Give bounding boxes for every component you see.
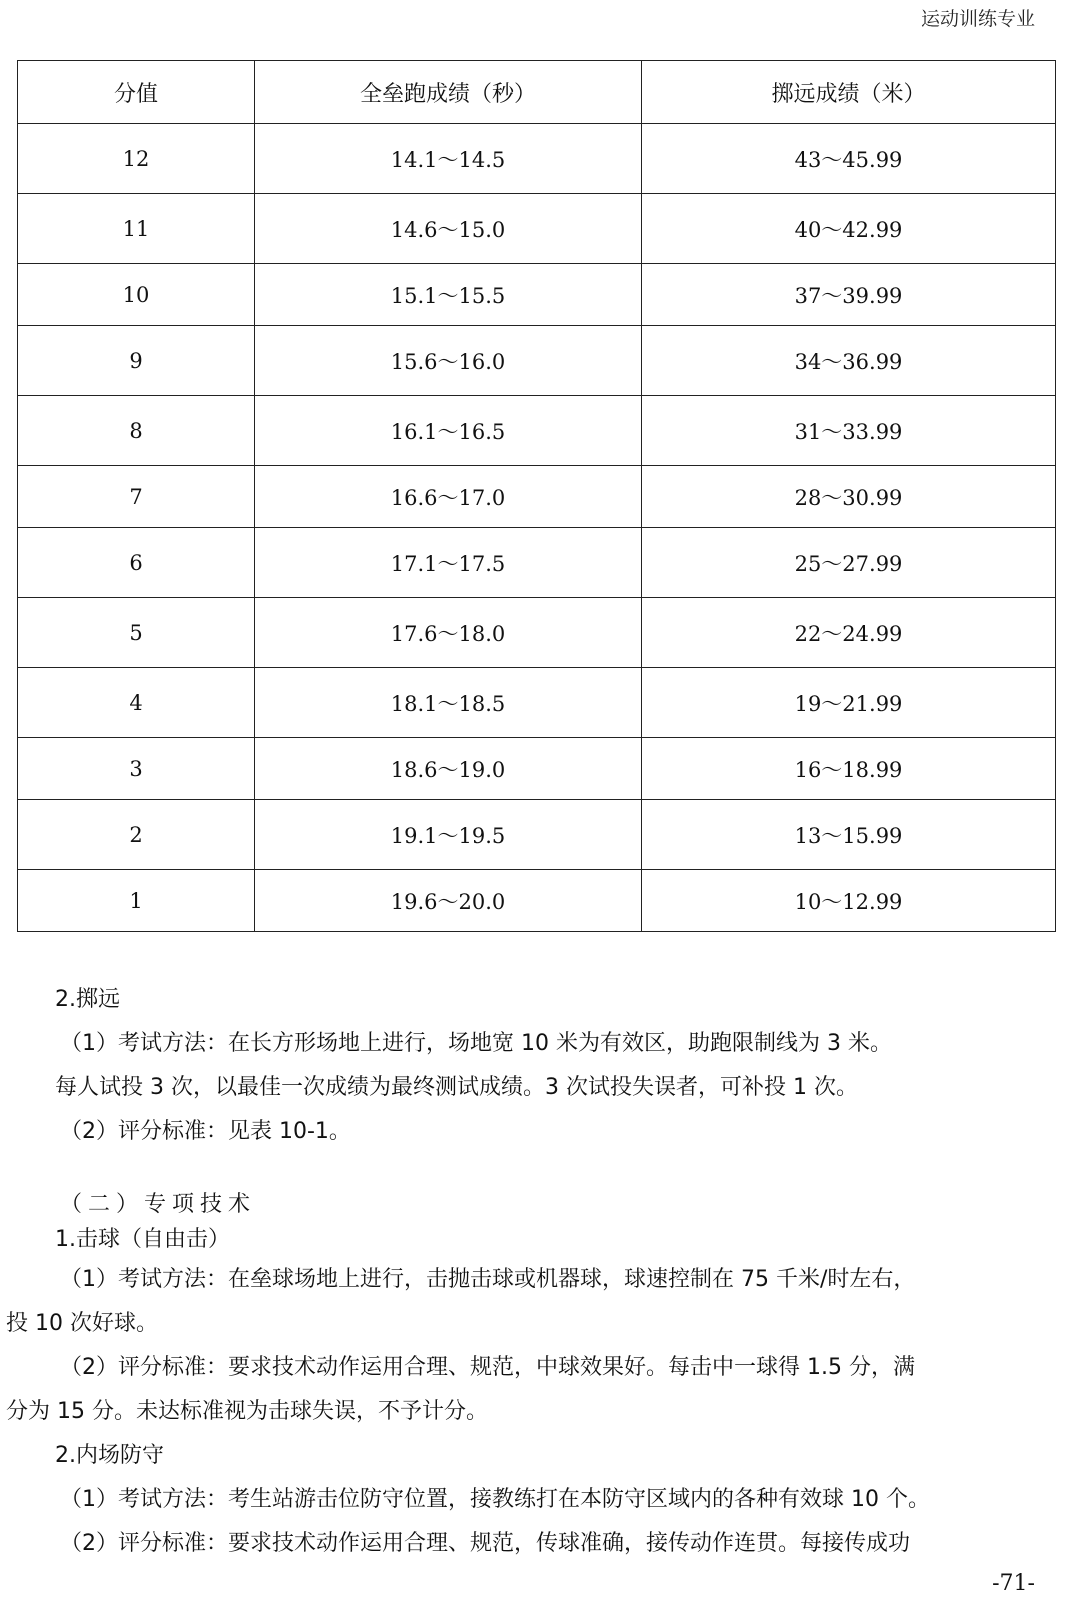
body-text (0, 978, 1075, 1566)
cell-throw: 43～45.99 (642, 124, 1056, 194)
table-row (18, 264, 1056, 326)
cell-throw: 31～33.99 (642, 396, 1056, 466)
throw-title: 2.掷远 (55, 987, 120, 1012)
cell-throw: 16～18.99 (642, 738, 1056, 800)
cell-run: 15.6～16.0 (255, 326, 642, 396)
cell-run: 17.6～18.0 (255, 598, 642, 668)
cell-score: 1 (18, 870, 255, 932)
infield-title: 2.内场防守 (55, 1443, 164, 1468)
table-row (18, 396, 1056, 466)
table-row (18, 124, 1056, 194)
cell-score: 6 (18, 528, 255, 598)
table-row (18, 466, 1056, 528)
throw-method-line-2: 每人试投 3 次，以最佳一次成绩为最终测试成绩。3 次试投失误者，可补投 1 次。 (55, 1075, 858, 1100)
cell-run: 18.1～18.5 (255, 668, 642, 738)
cell-throw: 40～42.99 (642, 194, 1056, 264)
table-row (18, 194, 1056, 264)
score-table (17, 60, 1056, 932)
cell-throw: 13～15.99 (642, 800, 1056, 870)
page-number: -71- (992, 1571, 1035, 1596)
cell-run: 16.1～16.5 (255, 396, 642, 466)
cell-score: 7 (18, 466, 255, 528)
cell-throw: 10～12.99 (642, 870, 1056, 932)
cell-run: 14.1～14.5 (255, 124, 642, 194)
throw-scoring: （2）评分标准：见表 10-1。 (60, 1119, 351, 1144)
cell-run: 19.6～20.0 (255, 870, 642, 932)
cell-throw: 25～27.99 (642, 528, 1056, 598)
cell-score: 5 (18, 598, 255, 668)
header-throw: 掷远成绩（米） (642, 61, 1056, 124)
cell-throw: 22～24.99 (642, 598, 1056, 668)
cell-run: 19.1～19.5 (255, 800, 642, 870)
special-skills-title: （二）专项技术 (60, 1192, 257, 1217)
table-row (18, 668, 1056, 738)
table-row (18, 738, 1056, 800)
hit-method-line-1: （1）考试方法：在垒球场地上进行，击抛击球或机器球，球速控制在 75 千米/时左右， (60, 1267, 916, 1292)
section-title: 运动训练专业 (920, 8, 1035, 30)
cell-score: 12 (18, 124, 255, 194)
cell-throw: 34～36.99 (642, 326, 1056, 396)
cell-run: 17.1～17.5 (255, 528, 642, 598)
cell-run: 18.6～19.0 (255, 738, 642, 800)
cell-run: 15.1～15.5 (255, 264, 642, 326)
cell-throw: 19～21.99 (642, 668, 1056, 738)
cell-score: 2 (18, 800, 255, 870)
cell-score: 3 (18, 738, 255, 800)
cell-throw: 28～30.99 (642, 466, 1056, 528)
cell-score: 4 (18, 668, 255, 738)
table-row (18, 800, 1056, 870)
header-run: 全垒跑成绩（秒） (255, 61, 642, 124)
hit-scoring-line-2: 分为 15 分。未达标准视为击球失误，不予计分。 (6, 1399, 488, 1424)
header-score: 分值 (18, 61, 255, 124)
cell-score: 10 (18, 264, 255, 326)
table-row (18, 870, 1056, 932)
hit-scoring-line-1: （2）评分标准：要求技术动作运用合理、规范，中球效果好。每击中一球得 1.5 分，满 (60, 1355, 915, 1380)
cell-run: 16.6～17.0 (255, 466, 642, 528)
table-header-row (18, 61, 1056, 124)
table-row (18, 326, 1056, 396)
infield-method: （1）考试方法：考生站游击位防守位置，接教练打在本防守区域内的各种有效球 10 个。 (60, 1487, 930, 1512)
cell-score: 9 (18, 326, 255, 396)
table-row (18, 528, 1056, 598)
cell-run: 14.6～15.0 (255, 194, 642, 264)
cell-score: 8 (18, 396, 255, 466)
infield-scoring: （2）评分标准：要求技术动作运用合理、规范，传球准确，接传动作连贯。每接传成功 (60, 1531, 910, 1556)
cell-throw: 37～39.99 (642, 264, 1056, 326)
throw-method-line-1: （1）考试方法：在长方形场地上进行，场地宽 10 米为有效区，助跑限制线为 3 米。 (60, 1031, 892, 1056)
hit-method-line-2: 投 10 次好球。 (6, 1311, 158, 1336)
hit-title: 1.击球（自由击） (55, 1227, 230, 1252)
cell-score: 11 (18, 194, 255, 264)
table-row (18, 598, 1056, 668)
